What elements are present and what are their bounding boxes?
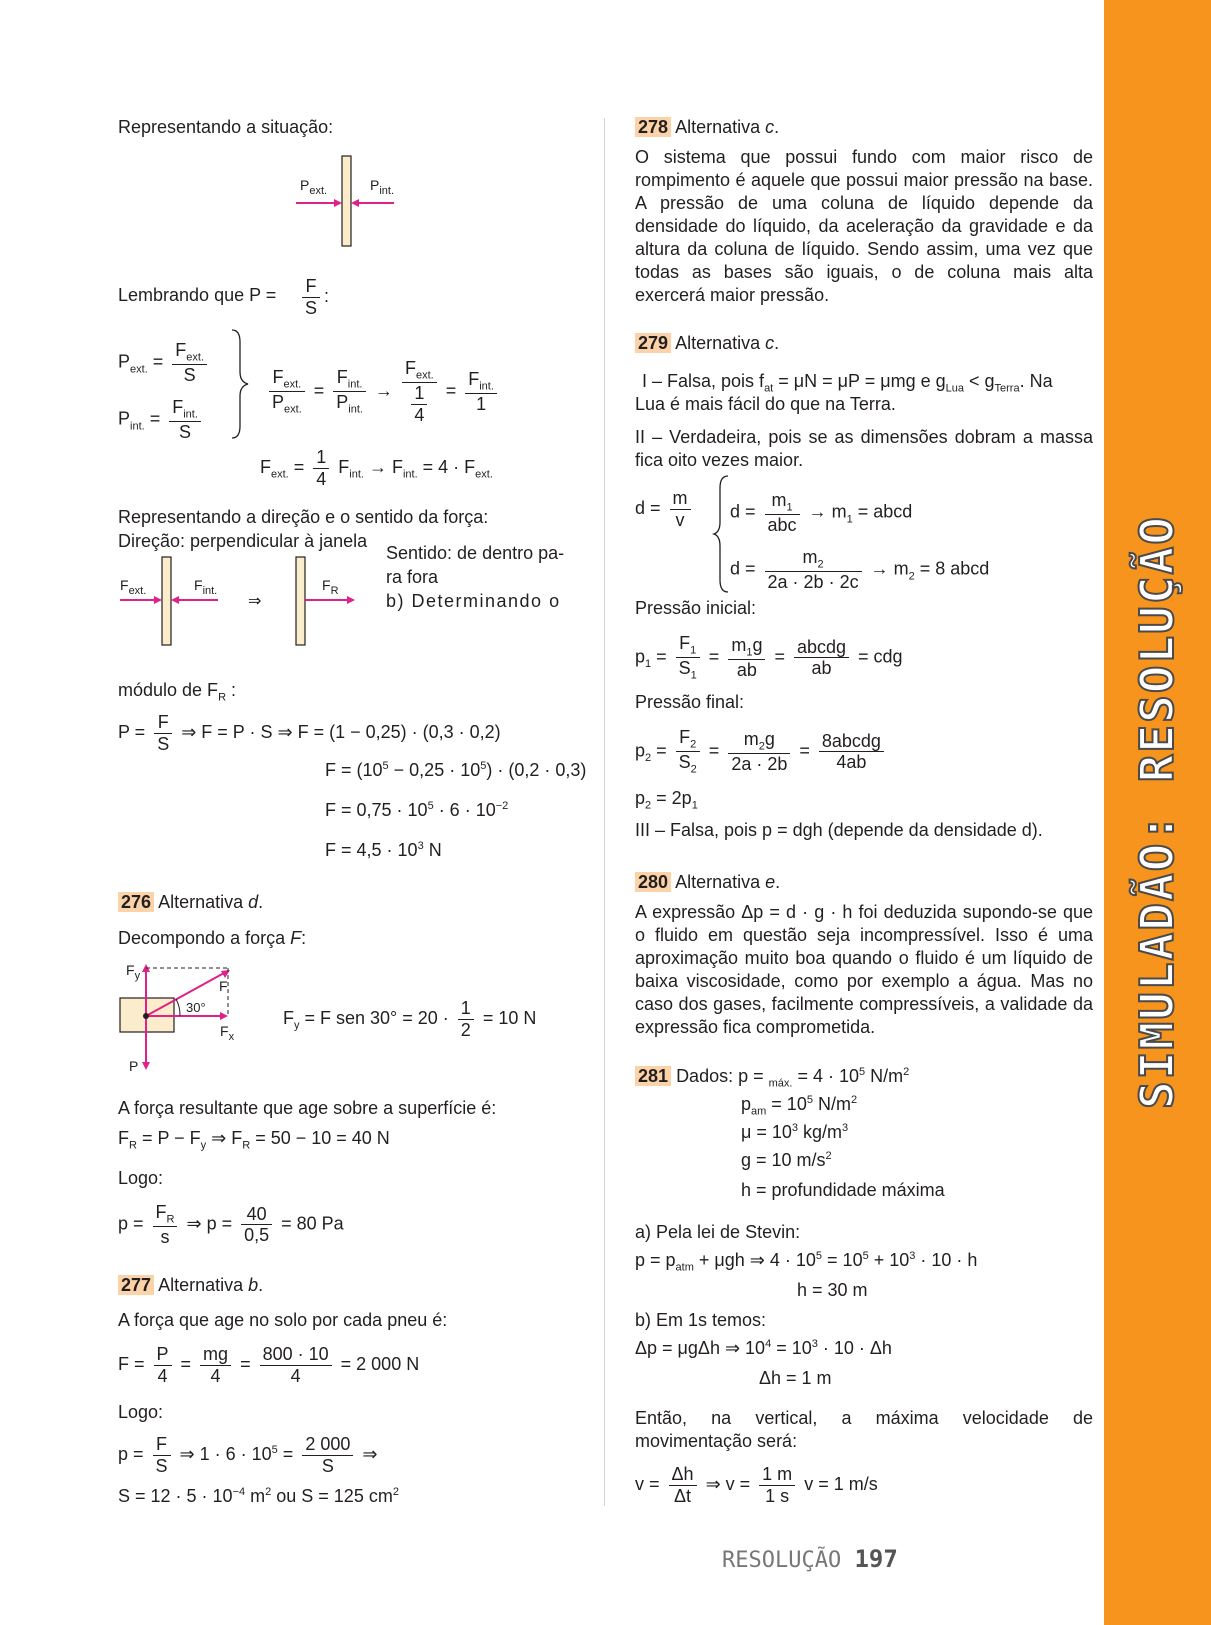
- part-a-label: a) Pela lei de Stevin:: [635, 1222, 801, 1242]
- window-force-figure: [290, 150, 400, 250]
- force-eq-277: F = $\frac{P}{4}$ = $\frac{mg}{4}$ = $\frac{800 \cdot 10}{4}$ = 2 000 N: [118, 1344, 420, 1386]
- page-footer: RESOLUÇÃO 197: [722, 1545, 898, 1573]
- density-value: $\mu = 10^3$ $kg/m^3$: [741, 1122, 849, 1142]
- angle-label: 30°: [186, 1000, 206, 1015]
- mass1-eq: d = $\frac{m_1}{\text{abc}}$ → $m_1$ = abcd: [730, 490, 913, 536]
- p2-eq: $p_2$ = $\frac{F_2}{S_2}$ = $\frac{m_2g}{2a \cdot 2b}$ = $\frac{\text{8abcdg}}{4ab}$: [635, 727, 888, 776]
- resultante-text: A força resultante que age sobre a superfície é:: [118, 1098, 497, 1118]
- pressure-eq-277: p = $\frac{F}{S}$ ⇒ $1 \cdot 6 \cdot 10^5$ = $\frac{2 000}{S}$ ⇒: [118, 1434, 378, 1476]
- depth-def: h = profundidade máxima: [741, 1180, 945, 1200]
- problem-280-text: A expressão Δp = d · g · h foi deduzida supondo-se que o fluido em questão seja incompressível. Isso é uma aproximação muito boa quando o fluido é um líquido de baixa viscosidade, como por exemplo a água. Mas no caso dos gases, facilmente compressíveis, a validade da expressão fica comprometida.: [635, 902, 1093, 1037]
- ratio-eq: $\frac{F_{ext.}}{P_{ext.}}$ = $\frac{F_{int.}}{P_{int.}}$ → $\frac{F_{ext.}}{\frac{1}{4}}$ = $\frac{F_{int.}}{1}$: [265, 358, 501, 426]
- column-divider: [604, 118, 605, 1506]
- force-eq-1: P = $\frac{F}{S}$ ⇒ F = P · S ⇒ F = (1 − 0,25) · (0,3 · 0,2): [118, 712, 501, 754]
- pressure-eq-276: p = $\frac{F_R}{s}$ ⇒ p = $\frac{40}{0,5}$ = 80 Pa: [118, 1202, 344, 1248]
- weight-label: P: [129, 1058, 139, 1074]
- patm-value: $p_{am} = 10^5$ $N/m^2$: [741, 1094, 858, 1118]
- depth-result: h = 30 m: [797, 1280, 868, 1300]
- pressao-final-label: Pressão final:: [635, 692, 745, 712]
- gravity-value: g = 10 $m/s^2$: [741, 1150, 832, 1170]
- f-label: F: [219, 978, 228, 994]
- p-formula: $\frac{F}{S}$ :: [298, 276, 329, 318]
- item-i-line1: I – Falsa, pois $f_{at} = \mu N = \mu P = \mu mg$ e $g_{Lua} < g_{Terra}$. Na: [642, 371, 1053, 395]
- fy-eq: $F_y = F$ sen 30° = 20 · $\frac{1}{2}$ = 10 N: [283, 998, 537, 1040]
- direcao-text: Direção: perpendicular à janela: [118, 531, 368, 551]
- modulo-text: módulo de $F_R$ :: [118, 680, 237, 704]
- fext-label: $F_{ext.}$: [120, 577, 147, 597]
- determinando-text: b) Determinando o: [386, 591, 561, 611]
- problem-278-text: O sistema que possui fundo com maior risco de rompimento é aquele que possui maior pressão na base. A pressão de uma coluna de líquido depende da densidade do líquido, da aceleração da gravidade e da altura da coluna de líquido. Sendo assim, uma vez que todas as bases são iguais, o de coluna mais alta exercerá maior pressão.: [635, 147, 1093, 305]
- problem-281-header: 281 Dados: $p = _{máx.} = 4 \cdot 10^5$ $N/m^2$: [635, 1066, 909, 1091]
- item-i-line2: Lua é mais fácil do que na Terra.: [635, 394, 896, 414]
- velocity-eq: v = $\frac{\Delta h}{\Delta t}$ ⇒ v = $\frac{1 m}{1 s}$ v = 1 m/s: [635, 1464, 878, 1506]
- delta-h-result: Δh = 1 m: [759, 1368, 832, 1388]
- p-int-eq: $P_{int.}$ = $\frac{F_{int.}}{S}$: [118, 397, 205, 443]
- fx-label: $F_x$: [220, 1023, 235, 1043]
- fr-label: $F_R$: [322, 577, 339, 597]
- forca-pneu-text: A força que age no solo por cada pneu é:: [118, 1310, 448, 1330]
- stevin-eq: $p = p_{atm} + \mu gh$ ⇒ $4 \cdot 10^5 = 10^5 + 10^3 \cdot 10 \cdot h$: [635, 1250, 978, 1274]
- lembrando-text: Lembrando que P =: [118, 285, 277, 305]
- fr-eq: $F_R = P - F_y$ ⇒ $F_R = 50 - 10 = 40$ N: [118, 1128, 390, 1152]
- p-int-label: $P_{int.}$: [370, 177, 395, 197]
- right-brace: [230, 328, 250, 440]
- resultant-force-figure: [118, 555, 378, 650]
- problem-276-header: 276 Alternativa d.: [118, 892, 263, 914]
- repr-dir-text: Representando a direção e o sentido da força:: [118, 507, 489, 527]
- p-ext-eq: $P_{ext.}$ = $\frac{F_{ext.}}{S}$: [118, 340, 211, 386]
- area-eq-277: $S = 12 \cdot 5 \cdot 10^{-4}$ $m^2$ ou S = 125 $cm^2$: [118, 1486, 399, 1506]
- problem-279-header: 279 Alternativa c.: [635, 333, 779, 355]
- sentido-line1: Sentido: de dentro pa-: [386, 543, 565, 563]
- logo-text-276: Logo:: [118, 1168, 164, 1188]
- part-b-label: b) Em 1s temos:: [635, 1310, 767, 1330]
- left-brace: [712, 474, 730, 594]
- item-iii-text: III – Falsa, pois p = dgh (depende da densidade d).: [635, 820, 1043, 840]
- p-ext-label: $P_{ext.}$: [300, 177, 328, 197]
- sentido-line2: ra fora: [386, 567, 439, 587]
- p1-eq: $p_1$ = $\frac{F_1}{S_1}$ = $\frac{m_1g}{ab}$ = $\frac{\text{abcdg}}{ab}$ = cdg: [635, 633, 903, 682]
- svg-text:⇒: ⇒: [248, 591, 262, 610]
- density-eq: d = $\frac{m}{v}$: [635, 488, 695, 530]
- velocity-text: Então, na vertical, a máxima velocidade de movimentação será:: [635, 1408, 1093, 1451]
- logo-text-277: Logo:: [118, 1402, 164, 1422]
- fint-label: $F_{int.}$: [194, 577, 218, 597]
- delta-p-eq: Δp = μgΔh ⇒ $10^4 = 10^3 \cdot 10 \cdot \Delta h$: [635, 1338, 892, 1358]
- item-ii-text: II – Verdadeira, pois se as dimensões dobram a massa fica oito vezes maior.: [635, 427, 1093, 470]
- force-eq-3: $F = 0,75 \cdot 10^5 \cdot 6 \cdot 10^{-2}$: [325, 800, 509, 820]
- fy-label: $F_y$: [126, 962, 141, 982]
- force-eq-4: $F = 4,5 \cdot 10^3$ N: [325, 840, 442, 860]
- pressao-inicial-label: Pressão inicial:: [635, 598, 757, 618]
- problem-277-header: 277 Alternativa b.: [118, 1275, 263, 1297]
- problem-278-header: 278 Alternativa c.: [635, 117, 779, 139]
- problem-280-header: 280 Alternativa e.: [635, 872, 780, 894]
- sidebar-title: SIMULADÃO: RESOLUÇÃO: [1130, 515, 1184, 1109]
- decompondo-text: Decompondo a força F:: [118, 928, 307, 948]
- mass2-eq: d = $\frac{m_2}{2a \cdot 2b \cdot 2c}$ → $m_2 = 8$ abcd: [730, 547, 990, 593]
- fext-eq: $F_{ext.}$ = $\frac{1}{4}$ $F_{int.} \to F_{int.} = 4 \cdot F_{ext.}$: [260, 447, 493, 489]
- p2-p1-eq: $p_2 = 2p_1$: [635, 788, 698, 812]
- intro-text: Representando a situação:: [118, 117, 334, 137]
- force-eq-2: $F = (10^5 - 0,25 \cdot 10^5) \cdot (0,2 \cdot 0,3)$: [325, 760, 587, 780]
